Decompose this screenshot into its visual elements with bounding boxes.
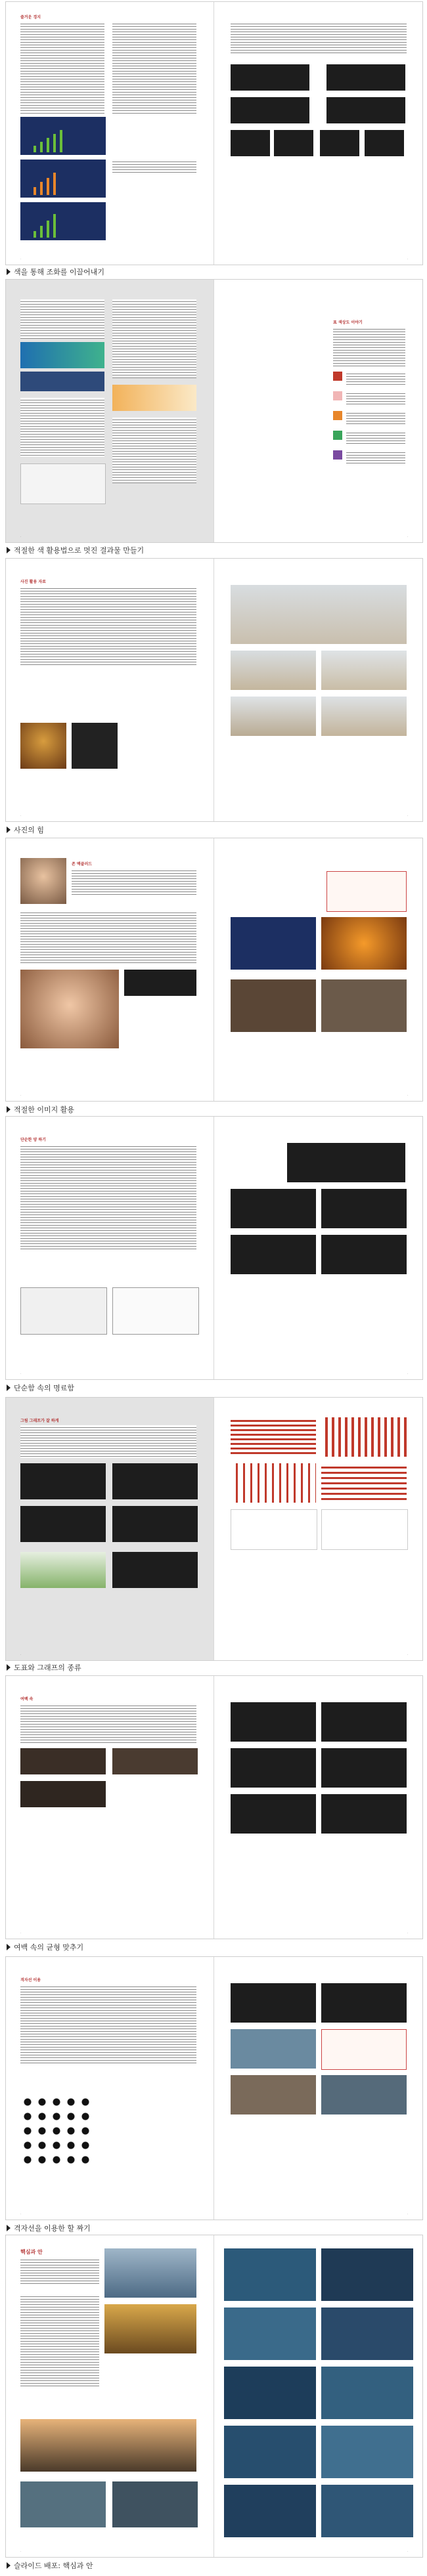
photo-slide bbox=[321, 2308, 413, 2360]
spread-3-left-page bbox=[6, 559, 214, 821]
dark-photo bbox=[20, 1748, 106, 1774]
beach-photo bbox=[321, 651, 407, 690]
body-text bbox=[231, 22, 407, 54]
chart-slide bbox=[112, 1287, 199, 1335]
bar-chart-slide bbox=[20, 160, 106, 198]
page-number: · bbox=[407, 1931, 408, 1935]
section-caption: 여백 속의 균형 맞추기 bbox=[7, 1942, 83, 1952]
section-heading: 핵심과 안 bbox=[20, 2249, 43, 2255]
book-spread-7 bbox=[5, 1675, 423, 1939]
page-number: · bbox=[407, 1094, 408, 1097]
bar-chart-slide bbox=[231, 1235, 316, 1274]
section-heading: 사진 활용 자료 bbox=[20, 580, 46, 584]
book-spread-2 bbox=[5, 279, 423, 543]
photo-slide bbox=[231, 1702, 316, 1742]
chart-slide bbox=[20, 1506, 106, 1542]
page-number: · bbox=[20, 1372, 22, 1375]
beach-photo bbox=[231, 697, 316, 736]
section-caption: 사진의 힘 bbox=[7, 825, 44, 835]
spread-5-left-page bbox=[6, 1117, 214, 1379]
spread-3-right-page bbox=[215, 559, 422, 821]
dark-photo bbox=[112, 1748, 198, 1774]
page-number: · bbox=[407, 814, 408, 817]
tree-photo bbox=[20, 1552, 106, 1588]
book-spread-1 bbox=[5, 1, 423, 265]
diagram-figure bbox=[20, 463, 106, 504]
photo-slide bbox=[104, 2248, 196, 2298]
photo-slide bbox=[321, 2426, 413, 2478]
photo-slide bbox=[231, 130, 270, 156]
photo-slide bbox=[231, 1983, 316, 2023]
photo-slide bbox=[112, 2481, 198, 2527]
color-swatch-green bbox=[333, 431, 342, 440]
photo-slide bbox=[231, 2029, 316, 2069]
spread-1-right-page bbox=[215, 2, 422, 265]
beach-photo bbox=[231, 651, 316, 690]
color-swatch-purple bbox=[333, 450, 342, 460]
spread-8-left-page bbox=[6, 1957, 214, 2220]
photo-slide bbox=[321, 1794, 407, 1834]
bar-chart-slide bbox=[231, 1189, 316, 1228]
book-spread-8 bbox=[5, 1956, 423, 2220]
spread-4-right-page bbox=[215, 838, 422, 1101]
body-text bbox=[333, 327, 405, 366]
page-number: · bbox=[20, 2550, 22, 2553]
body-text bbox=[20, 2294, 99, 2386]
section-caption: 격자선을 이용한 할 짜기 bbox=[7, 2223, 91, 2233]
photo-slide bbox=[104, 2304, 196, 2353]
chart-slide bbox=[112, 1506, 198, 1542]
spread-1-left-page bbox=[6, 2, 214, 265]
photo-slide bbox=[20, 2419, 196, 2472]
dark-photo bbox=[72, 723, 118, 769]
page-number: · bbox=[20, 1931, 22, 1935]
photo-slide bbox=[321, 1702, 407, 1742]
page-number: · bbox=[20, 257, 22, 261]
chart-slide bbox=[20, 1463, 106, 1499]
photo-slide bbox=[320, 130, 359, 156]
section-caption: 도표와 그래프의 종류 bbox=[7, 1662, 81, 1673]
photo-slide bbox=[224, 2485, 316, 2537]
bar-chart-slide bbox=[20, 117, 106, 155]
photo-slide bbox=[231, 2075, 316, 2114]
page-number: · bbox=[20, 1653, 22, 1656]
body-text bbox=[112, 418, 196, 483]
body-text bbox=[72, 869, 196, 895]
text-slide bbox=[124, 970, 196, 996]
photo-slide bbox=[321, 2485, 413, 2537]
spread-6-right-page bbox=[215, 1398, 422, 1660]
chart-slide bbox=[326, 97, 405, 123]
spread-2-left-page bbox=[6, 280, 214, 542]
section-heading: 그림 그래프가 잘 하게 bbox=[20, 1419, 59, 1423]
photo-slide bbox=[321, 1983, 407, 2023]
gradient-slide bbox=[20, 342, 104, 368]
page-number: · bbox=[407, 1372, 408, 1375]
book-spread-4 bbox=[5, 838, 423, 1102]
section-heading: 격자선 이용 bbox=[20, 1978, 41, 1983]
photo-slide bbox=[20, 2481, 106, 2527]
section-heading: 단순한 양 하기 bbox=[20, 1138, 46, 1142]
section-caption: 적절한 색 활용법으로 멋진 결과물 만들기 bbox=[7, 545, 144, 555]
photo-slide bbox=[224, 2367, 316, 2419]
photo-slide bbox=[231, 1794, 316, 1834]
photo-slide bbox=[231, 1748, 316, 1788]
chart-slide bbox=[231, 64, 309, 91]
swatch-text bbox=[346, 372, 405, 385]
section-heading: 즐거운 경지 bbox=[20, 15, 41, 20]
swatch-text bbox=[346, 411, 405, 424]
body-text bbox=[20, 1704, 196, 1743]
red-line-chart bbox=[321, 1509, 408, 1550]
orange-slide bbox=[112, 385, 196, 411]
spread-9-left-page bbox=[6, 2235, 214, 2557]
photo-slide bbox=[224, 2248, 316, 2301]
photo-slide bbox=[321, 1748, 407, 1788]
bar-chart-slide bbox=[321, 1189, 407, 1228]
spread-9-right-page bbox=[215, 2235, 422, 2557]
photo-slide bbox=[231, 917, 316, 970]
bar-chart-slide bbox=[287, 1143, 405, 1182]
body-text bbox=[20, 586, 196, 665]
photo-slide bbox=[321, 2367, 413, 2419]
body-text bbox=[20, 299, 104, 339]
book-spread-9 bbox=[5, 2235, 423, 2558]
portrait-photo bbox=[20, 858, 66, 904]
book-spread-5 bbox=[5, 1116, 423, 1380]
tip-box bbox=[321, 2029, 407, 2070]
page-number: · bbox=[407, 535, 408, 538]
photo-slide bbox=[274, 130, 313, 156]
photo-slide bbox=[224, 2308, 316, 2360]
spread-7-right-page bbox=[215, 1676, 422, 1939]
page-number: · bbox=[20, 814, 22, 817]
body-text bbox=[20, 911, 196, 963]
section-heading: 표 색상도 이야기 bbox=[333, 320, 363, 325]
chart-slide bbox=[112, 1552, 198, 1588]
page-number: · bbox=[20, 535, 22, 538]
body-text bbox=[20, 1985, 196, 2063]
section-caption: 적절한 이미지 활용 bbox=[7, 1104, 74, 1115]
dark-photo bbox=[20, 1781, 106, 1807]
red-bar-chart bbox=[231, 1463, 316, 1503]
chart-slide bbox=[112, 1463, 198, 1499]
page-number: · bbox=[407, 2212, 408, 2216]
color-swatch-red bbox=[333, 372, 342, 381]
spread-6-left-page bbox=[6, 1398, 214, 1660]
section-caption: 단순함 속의 명료함 bbox=[7, 1383, 74, 1393]
red-bar-chart bbox=[321, 1463, 407, 1503]
red-line-chart bbox=[231, 1509, 317, 1550]
spread-8-right-page bbox=[215, 1957, 422, 2220]
section-caption: 슬라이드 배포: 핵심과 안 bbox=[7, 2560, 93, 2571]
tip-box bbox=[326, 871, 407, 912]
spread-2-right-page bbox=[215, 280, 422, 542]
body-text bbox=[20, 22, 104, 114]
red-bar-chart bbox=[231, 1417, 316, 1457]
swatch-text bbox=[346, 450, 405, 463]
color-swatch-orange bbox=[333, 411, 342, 420]
photo-slide bbox=[231, 979, 316, 1032]
photo-slide bbox=[224, 2426, 316, 2478]
page-number: · bbox=[407, 2550, 408, 2553]
bar-chart-slide bbox=[321, 1235, 407, 1274]
spread-7-left-page bbox=[6, 1676, 214, 1939]
beach-photo bbox=[321, 697, 407, 736]
section-heading: 여백 속 bbox=[20, 1697, 34, 1702]
photo-slide bbox=[321, 2248, 413, 2301]
bar-chart-slide bbox=[20, 202, 106, 240]
table-slide bbox=[20, 1287, 107, 1335]
body-text bbox=[20, 1425, 196, 1458]
chart-slide bbox=[326, 64, 405, 91]
orange-photo bbox=[321, 917, 407, 970]
section-heading: 존 맥클러드 bbox=[72, 862, 93, 867]
body-text bbox=[112, 22, 196, 114]
body-text bbox=[20, 1144, 196, 1249]
child-face-photo bbox=[20, 970, 119, 1048]
swatch-text bbox=[346, 431, 405, 444]
photo-slide bbox=[321, 979, 407, 1032]
spread-5-right-page bbox=[215, 1117, 422, 1379]
burger-photo bbox=[20, 723, 66, 769]
caption-text bbox=[112, 160, 196, 173]
color-swatch-pink bbox=[333, 391, 342, 400]
book-spread-6 bbox=[5, 1397, 423, 1661]
beach-photo bbox=[231, 585, 407, 644]
photo-slide bbox=[365, 130, 404, 156]
page-number: · bbox=[20, 1094, 22, 1097]
spread-4-left-page bbox=[6, 838, 214, 1101]
photo-slide bbox=[321, 2075, 407, 2114]
chart-slide bbox=[231, 97, 309, 123]
page-number: · bbox=[407, 1653, 408, 1656]
photo-slide bbox=[20, 372, 104, 391]
body-text bbox=[20, 398, 104, 457]
body-text bbox=[20, 2258, 99, 2284]
dot-grid-figure bbox=[20, 2095, 93, 2167]
red-bar-chart bbox=[321, 1417, 407, 1457]
page-number: · bbox=[20, 2212, 22, 2216]
body-text bbox=[112, 299, 196, 378]
book-spread-3 bbox=[5, 558, 423, 822]
swatch-text bbox=[346, 391, 405, 404]
section-caption: 색을 통해 조화를 이끌어내기 bbox=[7, 267, 104, 277]
page-number: · bbox=[407, 257, 408, 261]
